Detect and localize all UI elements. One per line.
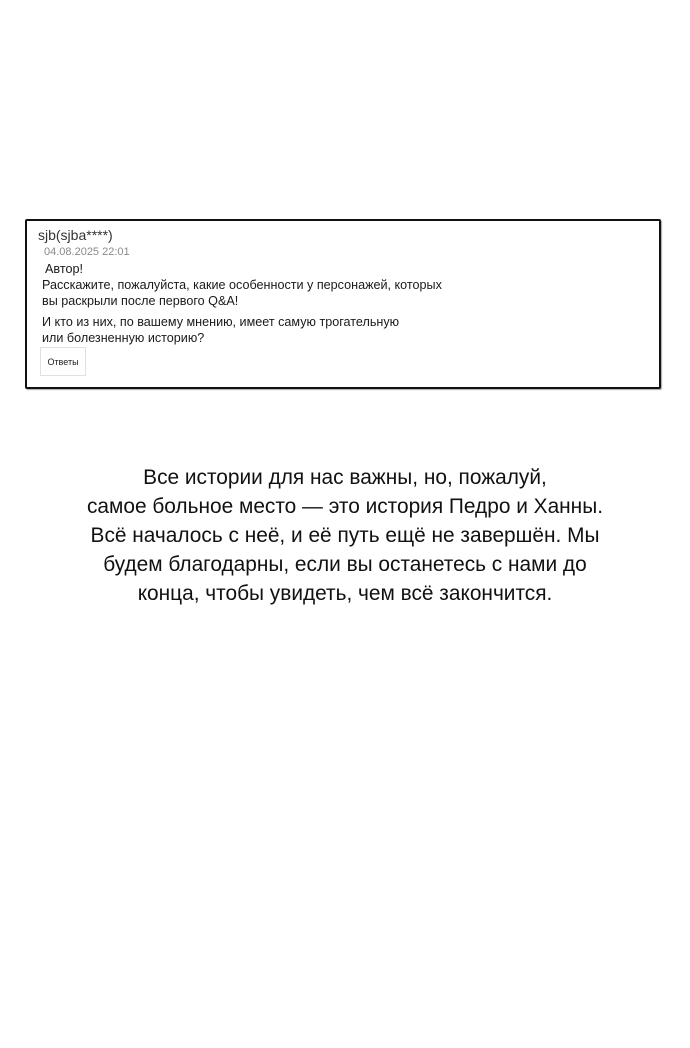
comment-question-line: вы раскрыли после первого Q&A!	[42, 294, 239, 308]
comment-question-line: И кто из них, по вашему мнению, имеет самую трогательную	[42, 315, 400, 329]
comment-greeting: Автор!	[45, 262, 83, 276]
replies-button[interactable]: Ответы	[40, 347, 86, 376]
comment-question-line: Расскажите, пожалуйста, какие особенности у персонажей, которых	[42, 278, 442, 292]
comment-author: sjb(sjba****)	[38, 227, 113, 243]
comment-card	[25, 219, 661, 389]
answer-line: самое больное место — это история Педро и Ханны.	[86, 494, 603, 518]
comment-date: 04.08.2025 22:01	[44, 246, 130, 258]
answer-line: Всё началось с неё, и её путь ещё не завершён. Мы	[90, 523, 600, 547]
answer-line: будем благодарны, если вы останетесь с нами до	[103, 552, 587, 576]
answer-line: конца, чтобы увидеть, чем всё закончится.	[137, 581, 553, 605]
author-answer	[10, 463, 679, 608]
answer-line: Все истории для нас важны, но, пожалуй,	[143, 465, 547, 489]
comment-body	[42, 261, 442, 346]
comment-question-line: или болезненную историю?	[42, 331, 205, 345]
